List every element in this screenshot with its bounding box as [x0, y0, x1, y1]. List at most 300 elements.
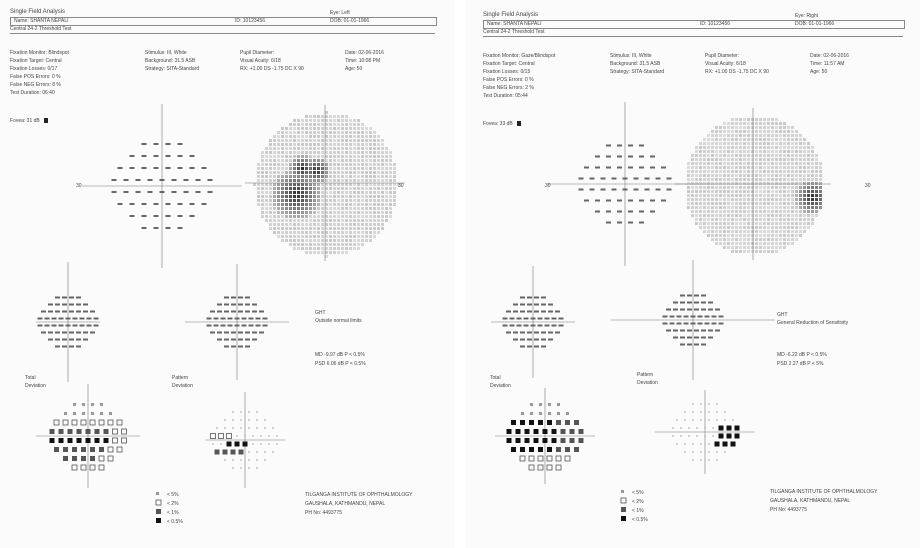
pattern-numeric-plot-value-mark — [673, 302, 678, 304]
threshold-plot-value-mark — [142, 215, 147, 217]
total-numeric-plot-value-mark — [55, 346, 60, 348]
pattern-probability-plot-symbol-normal — [692, 443, 693, 444]
total-numeric-plot-value-mark — [48, 311, 53, 313]
total-probability-plot-symbol-p05 — [529, 420, 534, 425]
pattern-probability-plot-symbol-normal — [680, 427, 681, 428]
total-numeric-plot-value-mark — [503, 318, 508, 320]
pattern-numeric-plot-value-mark — [249, 318, 254, 320]
threshold-plot-value-mark — [142, 155, 147, 157]
total-numeric-plot-value-mark — [513, 304, 518, 306]
pattern-numeric-plot-value-mark — [701, 337, 706, 339]
total-numeric-plot-value-mark — [83, 332, 88, 334]
pattern-deviation-label-2: Deviation — [172, 383, 193, 389]
total-numeric-plot-value-mark — [45, 318, 50, 320]
pattern-numeric-plot-value-mark — [235, 325, 240, 327]
total-probability-plot-symbol-p05 — [77, 438, 82, 443]
threshold-plot-value-mark — [148, 191, 153, 193]
pattern-numeric-plot-value-mark — [238, 297, 243, 299]
pattern-probability-plot-symbol-normal — [240, 459, 241, 460]
pattern-probability-plot-symbol-normal — [248, 419, 249, 420]
total-probability-plot-symbol-p5 — [64, 412, 67, 415]
threshold-plot-value-mark — [579, 189, 584, 191]
info-fixation-monitor: Fixation Monitor: Blindspot — [10, 50, 69, 56]
total-probability-plot-symbol-p2 — [81, 465, 86, 470]
total-probability-plot-symbol-p05 — [520, 447, 525, 452]
pattern-probability-plot-symbol-p05 — [227, 442, 232, 447]
pattern-probability-plot-symbol-normal — [692, 459, 693, 460]
legend-legend-p2 — [621, 498, 626, 503]
total-numeric-plot-value-mark — [545, 325, 550, 327]
threshold-plot-value-mark — [142, 143, 147, 145]
total-probability-plot-symbol-p1 — [574, 420, 579, 425]
threshold-plot-value-mark — [650, 200, 655, 202]
pattern-probability-plot-symbol-normal — [716, 411, 717, 412]
threshold-plot-value-mark — [617, 145, 622, 147]
info-rx: RX: +1.00 DS -1.75 DC X 90 — [240, 66, 304, 72]
threshold-plot-value-mark — [606, 200, 611, 202]
pattern-numeric-plot-value-mark — [252, 339, 257, 341]
total-numeric-plot-value-mark — [69, 332, 74, 334]
pattern-numeric-plot-value-mark — [680, 302, 685, 304]
total-probability-plot-symbol-p05 — [68, 438, 73, 443]
threshold-plot-value-mark — [595, 167, 600, 169]
total-probability-plot-symbol-p05 — [529, 447, 534, 452]
threshold-plot-value-mark — [154, 227, 159, 229]
threshold-plot-value-mark — [606, 211, 611, 213]
total-numeric-plot-value-mark — [531, 318, 536, 320]
info-fixation-target: Fixation Target: Central — [10, 58, 62, 64]
total-probability-plot-symbol-p1 — [556, 420, 561, 425]
total-probability-plot-symbol-p1 — [565, 420, 570, 425]
total-numeric-plot-value-mark — [548, 311, 553, 313]
total-probability-plot-symbol-p2 — [547, 465, 552, 470]
threshold-plot-value-mark — [118, 203, 123, 205]
pattern-probability-plot-symbol-normal — [252, 443, 253, 444]
total-numeric-plot-value-mark — [73, 325, 78, 327]
threshold-plot-value-mark — [656, 178, 661, 180]
legend-legend-p1 — [156, 509, 161, 514]
pattern-probability-plot-symbol-normal — [232, 467, 233, 468]
threshold-plot-value-mark — [634, 189, 639, 191]
pattern-numeric-plot-value-mark — [684, 323, 689, 325]
info-pupil: Pupil Diameter: — [705, 53, 740, 59]
pattern-numeric-plot-value-mark — [217, 304, 222, 306]
pattern-probability-plot-symbol-normal — [236, 435, 237, 436]
total-numeric-plot-value-mark — [541, 346, 546, 348]
report-page-left-eye — [0, 0, 455, 548]
pattern-numeric-plot-value-mark — [245, 297, 250, 299]
pattern-numeric-plot-value-mark — [680, 295, 685, 297]
pattern-numeric-plot-value-mark — [238, 311, 243, 313]
threshold-plot-value-mark — [160, 179, 165, 181]
threshold-plot-value-mark — [661, 167, 666, 169]
test-name: Central 24-2 Threshold Test — [10, 26, 72, 32]
total-numeric-plot-value-mark — [555, 311, 560, 313]
total-numeric-plot-value-mark — [548, 304, 553, 306]
pattern-numeric-plot-value-mark — [235, 318, 240, 320]
total-numeric-plot-value-mark — [541, 311, 546, 313]
total-deviation-label-2: Deviation — [490, 383, 511, 389]
total-numeric-plot-value-mark — [538, 318, 543, 320]
report-page-right-eye — [465, 0, 920, 548]
threshold-plot-value-mark — [628, 200, 633, 202]
total-numeric-plot-value-mark — [87, 325, 92, 327]
pattern-numeric-plot-value-mark — [210, 332, 215, 334]
legend-legend-p5 — [156, 492, 159, 495]
pattern-probability-plot-symbol-p05 — [715, 442, 720, 447]
threshold-plot-value-mark — [202, 167, 207, 169]
pattern-numeric-plot-value-mark — [231, 346, 236, 348]
threshold-plot-value-mark — [118, 167, 123, 169]
total-numeric-plot-value-mark — [524, 318, 529, 320]
total-numeric-plot-value-mark — [69, 311, 74, 313]
total-probability-plot-symbol-p05 — [552, 438, 557, 443]
total-numeric-plot-value-mark — [48, 304, 53, 306]
total-probability-plot-symbol-p05 — [547, 420, 552, 425]
total-probability-plot-symbol-p2 — [117, 447, 122, 452]
threshold-plot-value-mark — [130, 167, 135, 169]
pattern-probability-plot-symbol-normal — [696, 435, 697, 436]
threshold-plot-value-mark — [656, 189, 661, 191]
total-probability-plot-symbol-p1 — [561, 429, 566, 434]
total-probability-plot-symbol-p1 — [63, 447, 68, 452]
axis-label-right: 30 — [865, 183, 871, 189]
psd-value: PSD 2.27 dB P < 5% — [777, 361, 824, 367]
pattern-numeric-plot-value-mark — [217, 311, 222, 313]
total-numeric-plot-value-mark — [38, 325, 43, 327]
pattern-numeric-plot-value-mark — [224, 311, 229, 313]
total-probability-plot-symbol-p2 — [117, 420, 122, 425]
pattern-numeric-plot-value-mark — [708, 337, 713, 339]
institute-address: GAUSHALA, KATHMANDU, NEPAL — [305, 501, 386, 507]
total-numeric-plot-value-mark — [69, 346, 74, 348]
total-numeric-plot-value-mark — [62, 304, 67, 306]
pattern-numeric-plot-value-mark — [687, 344, 692, 346]
pattern-probability-plot-symbol-normal — [676, 443, 677, 444]
total-numeric-plot-value-mark — [55, 311, 60, 313]
pattern-numeric-plot-value-mark — [221, 325, 226, 327]
fovea-value: Fovea: 31 dB — [10, 118, 40, 124]
total-probability-plot-symbol-p2 — [90, 420, 95, 425]
pattern-probability-plot-symbol-normal — [248, 467, 249, 468]
total-deviation-label: Total — [25, 375, 36, 381]
institute-phone: PH No: 4493775 — [770, 507, 807, 513]
pattern-probability-plot-symbol-normal — [264, 459, 265, 460]
pattern-probability-plot-symbol-p05 — [243, 442, 248, 447]
pattern-probability-plot-symbol-normal — [256, 419, 257, 420]
total-probability-plot-symbol-p05 — [507, 438, 512, 443]
threshold-plot-value-mark — [202, 203, 207, 205]
info-fixation-losses: Fixation Losses: 0/17 — [10, 66, 58, 72]
total-numeric-plot-value-mark — [527, 297, 532, 299]
total-numeric-plot-value-mark — [52, 325, 57, 327]
total-probability-plot-symbol-p1 — [99, 447, 104, 452]
total-numeric-plot-value-mark — [517, 325, 522, 327]
pattern-numeric-plot-value-mark — [263, 325, 268, 327]
patient-name: Name: SHANTA NEPALI — [14, 18, 69, 24]
threshold-plot-value-mark — [142, 227, 147, 229]
threshold-plot-value-mark — [190, 155, 195, 157]
axis-label-right: 30 — [398, 183, 404, 189]
total-probability-plot-symbol-p1 — [90, 447, 95, 452]
pattern-probability-plot-symbol-normal — [244, 435, 245, 436]
pattern-numeric-plot-value-mark — [705, 323, 710, 325]
pattern-numeric-plot-value-mark — [245, 304, 250, 306]
total-probability-plot-symbol-p5 — [109, 412, 112, 415]
pattern-numeric-plot-value-mark — [228, 325, 233, 327]
threshold-plot-value-mark — [112, 191, 117, 193]
threshold-plot-value-mark — [178, 215, 183, 217]
threshold-plot-value-mark — [130, 203, 135, 205]
greyscale-plot — [687, 118, 822, 253]
pattern-deviation-label: Pattern — [172, 375, 189, 381]
threshold-plot-value-mark — [142, 167, 147, 169]
pattern-probability-plot-symbol-normal — [264, 427, 265, 428]
pattern-probability-plot-symbol-p05 — [727, 426, 732, 431]
total-numeric-plot-value-mark — [534, 339, 539, 341]
pattern-numeric-plot-value-mark — [680, 344, 685, 346]
info-background: Background: 31.5 ASB — [145, 58, 196, 64]
threshold-plot-value-mark — [196, 179, 201, 181]
pattern-probability-plot-symbol-normal — [232, 419, 233, 420]
pattern-probability-plot-symbol-normal — [264, 451, 265, 452]
pattern-probability-plot-symbol-normal — [704, 427, 705, 428]
pattern-probability-plot-symbol-normal — [684, 411, 685, 412]
total-numeric-plot-value-mark — [66, 325, 71, 327]
threshold-plot-value-mark — [606, 156, 611, 158]
total-probability-plot-symbol-p5 — [530, 403, 533, 406]
info-acuity: Visual Acuity: 6/18 — [705, 61, 746, 67]
info-date: Date: 02-06-2016 — [345, 50, 384, 56]
pattern-probability-plot-symbol-normal — [716, 403, 717, 404]
pattern-probability-plot-symbol-normal — [276, 443, 277, 444]
total-numeric-plot-value-mark — [45, 325, 50, 327]
pattern-probability-plot-symbol-normal — [248, 459, 249, 460]
pattern-probability-plot-symbol-normal — [700, 459, 701, 460]
pattern-numeric-plot-value-mark — [687, 302, 692, 304]
total-numeric-plot-value-mark — [527, 339, 532, 341]
total-numeric-plot-value-mark — [76, 311, 81, 313]
institute-name: TILGANGA INSTITUTE OF OPHTHALMOLOGY — [305, 492, 413, 498]
pattern-probability-plot-symbol-normal — [212, 443, 213, 444]
threshold-plot-value-mark — [584, 167, 589, 169]
total-numeric-plot-value-mark — [534, 332, 539, 334]
pattern-numeric-plot-value-mark — [701, 344, 706, 346]
info-false-pos: False POS Errors: 0 % — [483, 77, 534, 83]
threshold-plot-value-mark — [639, 222, 644, 224]
pattern-probability-plot-symbol-p05 — [735, 434, 740, 439]
threshold-plot-value-mark — [124, 179, 129, 181]
total-numeric-plot-value-mark — [552, 325, 557, 327]
pattern-probability-plot-symbol-normal — [708, 419, 709, 420]
threshold-plot-value-mark — [623, 178, 628, 180]
threshold-plot-value-mark — [136, 191, 141, 193]
threshold-plot-value-mark — [172, 179, 177, 181]
pattern-probability-plot-symbol-normal — [724, 411, 725, 412]
total-deviation-label: Total — [490, 375, 501, 381]
total-probability-plot-symbol-p05 — [552, 429, 557, 434]
pattern-numeric-plot-value-mark — [701, 295, 706, 297]
total-probability-plot-symbol-p5 — [530, 412, 533, 415]
pattern-numeric-plot-value-mark — [701, 309, 706, 311]
pattern-numeric-plot-value-mark — [666, 330, 671, 332]
patient-id: ID: 10123456 — [235, 18, 266, 24]
pattern-probability-plot-symbol-normal — [696, 427, 697, 428]
legend-5: < 5% — [167, 492, 179, 498]
patient-dob: DOB: 01-01-1966 — [330, 18, 370, 24]
threshold-plot-value-mark — [154, 215, 159, 217]
pattern-probability-plot-symbol-normal — [240, 419, 241, 420]
total-numeric-plot-value-mark — [520, 346, 525, 348]
info-stimulus: Stimulus: III, White — [145, 50, 187, 56]
total-numeric-plot-value-mark — [69, 339, 74, 341]
pattern-numeric-plot-value-mark — [252, 332, 257, 334]
total-numeric-plot-value-mark — [520, 304, 525, 306]
total-probability-plot-symbol-p1 — [86, 429, 91, 434]
total-probability-plot-symbol-p2 — [565, 456, 570, 461]
pattern-numeric-plot-value-mark — [687, 337, 692, 339]
pattern-probability-plot-symbol-normal — [256, 411, 257, 412]
total-probability-plot-symbol-p05 — [50, 438, 55, 443]
legend-1: < 1% — [632, 508, 644, 514]
pattern-numeric-plot-value-mark — [238, 339, 243, 341]
pattern-numeric-plot-value-mark — [663, 316, 668, 318]
total-probability-plot-symbol-p1 — [50, 429, 55, 434]
pattern-numeric-plot-value-mark — [214, 318, 219, 320]
total-numeric-plot-value-mark — [527, 332, 532, 334]
pattern-numeric-plot-value-mark — [687, 309, 692, 311]
total-probability-plot-symbol-p05 — [511, 420, 516, 425]
pattern-probability-plot-symbol-p1 — [215, 450, 220, 455]
pattern-probability-plot-symbol-p1 — [223, 450, 228, 455]
threshold-plot-value-mark — [112, 179, 117, 181]
total-numeric-plot-value-mark — [62, 297, 67, 299]
total-numeric-plot-value-mark — [559, 318, 564, 320]
total-numeric-plot-value-mark — [541, 332, 546, 334]
total-numeric-plot-value-mark — [503, 325, 508, 327]
pattern-numeric-plot-value-mark — [221, 318, 226, 320]
pattern-probability-plot-symbol-normal — [260, 435, 261, 436]
total-numeric-plot-value-mark — [80, 318, 85, 320]
pattern-deviation-label-2: Deviation — [637, 380, 658, 386]
threshold-plot-value-mark — [184, 179, 189, 181]
threshold-plot-value-mark — [650, 211, 655, 213]
threshold-plot-value-mark — [190, 167, 195, 169]
threshold-plot-value-mark — [617, 222, 622, 224]
info-rx: RX: +1.00 DS -1.75 DC X 90 — [705, 69, 769, 75]
total-probability-plot-symbol-p5 — [91, 412, 94, 415]
total-numeric-plot-value-mark — [506, 332, 511, 334]
total-probability-plot-symbol-p05 — [543, 429, 548, 434]
pattern-probability-plot-symbol-normal — [248, 427, 249, 428]
pattern-deviation-label: Pattern — [637, 372, 654, 378]
analysis-title: Single Field Analysis — [10, 9, 66, 15]
pattern-probability-plot-symbol-normal — [676, 419, 677, 420]
pattern-probability-plot-symbol-p1 — [231, 450, 236, 455]
total-probability-plot-symbol-p2 — [99, 465, 104, 470]
pattern-probability-plot-symbol-normal — [232, 427, 233, 428]
pattern-numeric-plot-value-mark — [715, 330, 720, 332]
total-numeric-plot-value-mark — [38, 318, 43, 320]
total-numeric-plot-value-mark — [62, 346, 67, 348]
pattern-numeric-plot-value-mark — [670, 316, 675, 318]
legend-2: < 2% — [632, 499, 644, 505]
pattern-numeric-plot-value-mark — [694, 330, 699, 332]
total-probability-plot-symbol-p5 — [82, 403, 85, 406]
total-probability-plot-symbol-p1 — [81, 456, 86, 461]
total-probability-plot-symbol-p05 — [534, 429, 539, 434]
threshold-plot-value-mark — [639, 200, 644, 202]
total-probability-plot-symbol-p1 — [72, 456, 77, 461]
pattern-numeric-plot-value-mark — [705, 316, 710, 318]
total-probability-plot-symbol-p5 — [548, 412, 551, 415]
threshold-plot-value-mark — [154, 167, 159, 169]
pattern-probability-plot-symbol-normal — [692, 419, 693, 420]
ght-title: GHT — [315, 310, 326, 316]
pattern-probability-plot-symbol-p2 — [219, 434, 224, 439]
pattern-probability-plot-symbol-normal — [724, 419, 725, 420]
total-probability-plot-symbol-p2 — [122, 438, 127, 443]
total-probability-plot-symbol-p2 — [538, 465, 543, 470]
pattern-numeric-plot-value-mark — [231, 304, 236, 306]
total-probability-plot-symbol-p5 — [539, 403, 542, 406]
pattern-probability-plot-symbol-normal — [700, 443, 701, 444]
pattern-numeric-plot-value-mark — [207, 318, 212, 320]
threshold-plot-value-mark — [136, 179, 141, 181]
pattern-numeric-plot-value-mark — [691, 323, 696, 325]
total-numeric-plot-value-mark — [90, 311, 95, 313]
total-numeric-plot-value-mark — [527, 304, 532, 306]
threshold-plot-value-mark — [617, 156, 622, 158]
threshold-plot-value-mark — [166, 155, 171, 157]
threshold-plot-value-mark — [661, 200, 666, 202]
pattern-numeric-plot-value-mark — [715, 309, 720, 311]
total-probability-plot-symbol-p2 — [54, 420, 59, 425]
total-numeric-plot-value-mark — [534, 311, 539, 313]
total-numeric-plot-value-mark — [73, 318, 78, 320]
ght-value: Outside normal limits — [315, 318, 362, 324]
pattern-numeric-plot-value-mark — [231, 339, 236, 341]
total-probability-plot-symbol-p1 — [81, 447, 86, 452]
threshold-plot-value-mark — [154, 155, 159, 157]
pattern-probability-plot-symbol-normal — [716, 451, 717, 452]
pattern-numeric-plot-value-mark — [708, 302, 713, 304]
total-probability-plot-symbol-p2 — [122, 429, 127, 434]
threshold-plot-value-mark — [667, 189, 672, 191]
institute-phone: PH No: 4493775 — [305, 510, 342, 516]
pattern-numeric-plot-value-mark — [224, 332, 229, 334]
pattern-numeric-plot-value-mark — [677, 316, 682, 318]
threshold-plot-value-mark — [130, 215, 135, 217]
total-numeric-plot-value-mark — [534, 304, 539, 306]
threshold-plot-value-mark — [628, 222, 633, 224]
threshold-plot-value-mark — [178, 203, 183, 205]
pattern-probability-plot-symbol-normal — [232, 411, 233, 412]
pattern-numeric-plot-value-mark — [249, 325, 254, 327]
plots-left — [0, 0, 455, 548]
threshold-plot-value-mark — [667, 178, 672, 180]
total-numeric-plot-value-mark — [87, 318, 92, 320]
pattern-numeric-plot-value-mark — [687, 330, 692, 332]
threshold-plot-value-mark — [579, 178, 584, 180]
eye-label: Eye: Left — [330, 10, 350, 16]
pattern-numeric-plot-value-mark — [698, 323, 703, 325]
pattern-numeric-plot-value-mark — [687, 295, 692, 297]
total-probability-plot-symbol-p2 — [108, 420, 113, 425]
pattern-probability-plot-symbol-normal — [232, 459, 233, 460]
pattern-probability-plot-symbol-p05 — [719, 426, 724, 431]
test-name: Central 24-2 Threshold Test — [483, 29, 545, 35]
